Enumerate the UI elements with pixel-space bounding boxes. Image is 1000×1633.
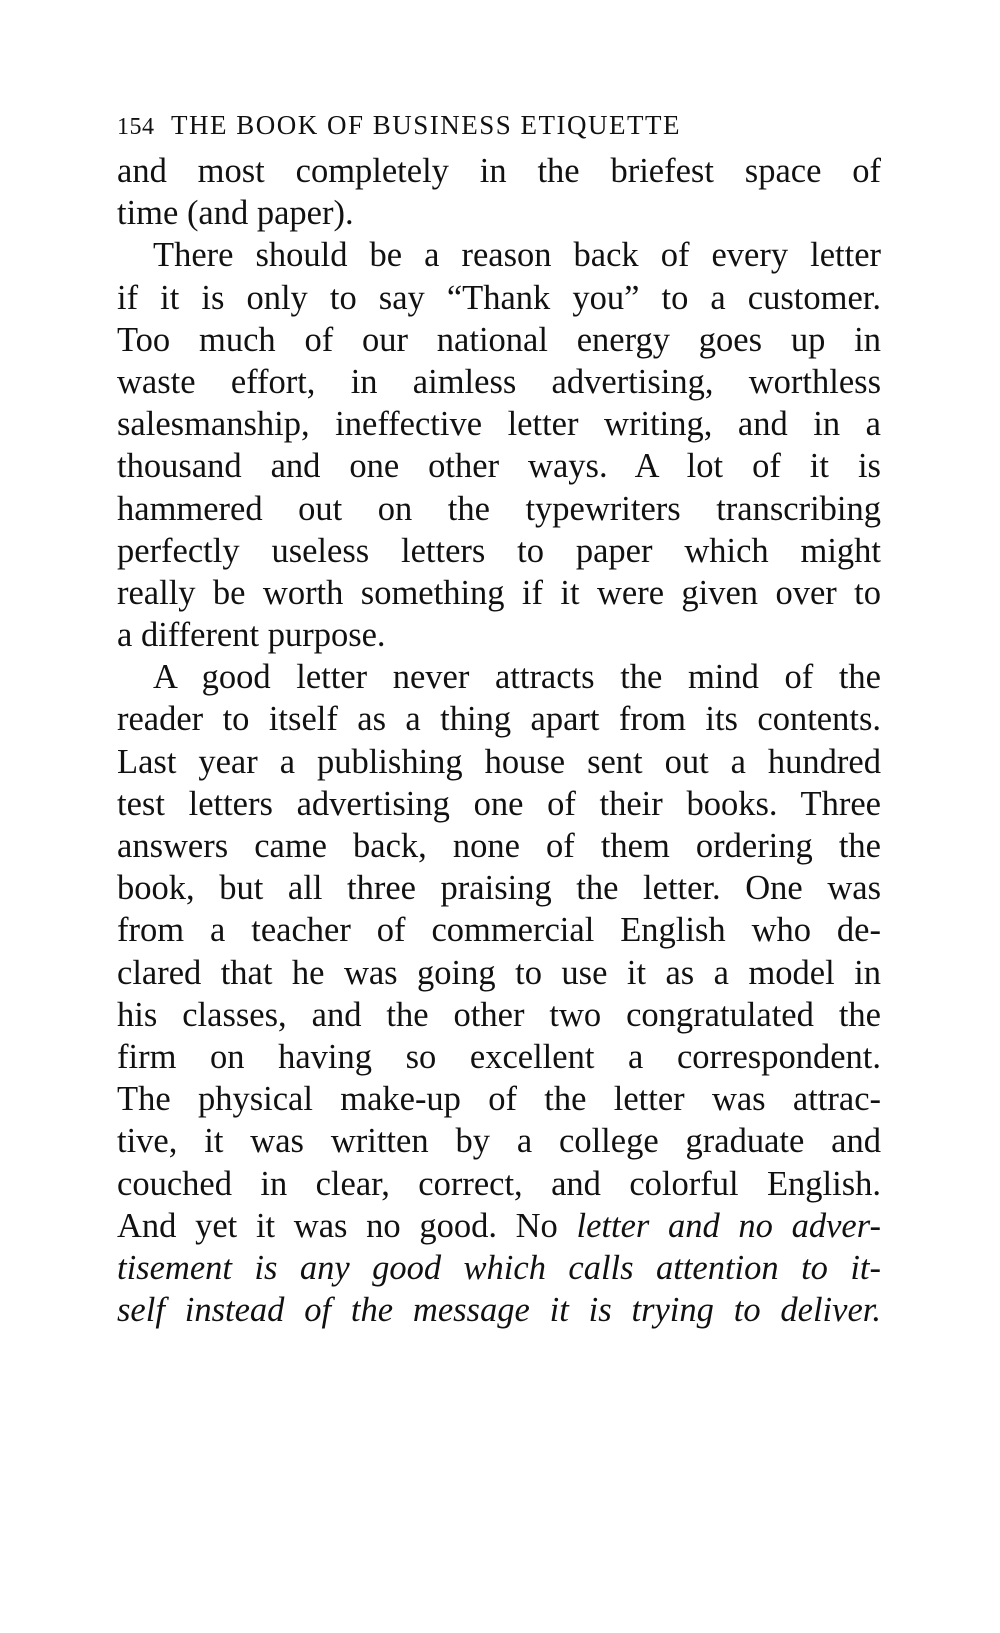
text-line: reader to itself as a thing apart from its contents. <box>117 700 881 739</box>
italic-text-line: self instead of the message it is trying to deliver. <box>117 1291 881 1330</box>
text-line: and most completely in the briefest space of <box>117 152 881 190</box>
text-line: time (and paper). <box>117 194 354 233</box>
text-line: thousand and one other ways. A lot of it is <box>117 447 881 486</box>
text-line: tive, it was written by a college graduate and <box>117 1122 881 1161</box>
text-line: firm on having so excellent a correspondent. <box>117 1037 881 1076</box>
text-line: test letters advertising one of their books. Three <box>117 784 881 823</box>
text-line: waste effort, in aimless advertising, worthless <box>117 362 881 401</box>
text-line: couched in clear, correct, and colorful English. <box>117 1164 881 1203</box>
text-line: a different purpose. <box>117 616 386 655</box>
text-line: clared that he was going to use it as a model in <box>117 953 881 992</box>
text-line: his classes, and the other two congratulated the <box>117 995 881 1034</box>
mixed-text-line <box>117 1205 881 1247</box>
text-line: really be worth something if it were given over to <box>117 573 881 612</box>
paragraph-2 <box>117 234 881 656</box>
text-line: hammered out on the typewriters transcribing <box>117 489 881 528</box>
paragraph-3 <box>117 656 881 1331</box>
text-line: if it is only to say “Thank you” to a customer. <box>117 278 881 317</box>
roman-text: And yet it was no good. No <box>117 1206 577 1245</box>
text-line: Last year a publishing house sent out a hundred <box>117 742 881 781</box>
text-line: from a teacher of commercial English who de- <box>117 911 881 950</box>
text-line: There should be a reason back of every letter <box>153 236 881 275</box>
book-page <box>117 108 881 1331</box>
page-number: 154 <box>117 114 155 140</box>
text-line: salesmanship, ineffective letter writing, and in a <box>117 405 881 444</box>
running-title: THE BOOK OF BUSINESS ETIQUETTE <box>171 110 681 140</box>
text-line: perfectly useless letters to paper which might <box>117 531 881 570</box>
body-text <box>117 150 881 1331</box>
italic-emphasis: letter and no adver- <box>576 1206 881 1245</box>
paragraph-1 <box>117 150 881 234</box>
italic-text-line: tisement is any good which calls attention to it- <box>117 1248 881 1287</box>
text-line: book, but all three praising the letter. One was <box>117 869 881 908</box>
running-head <box>117 108 881 150</box>
text-line: Too much of our national energy goes up in <box>117 320 881 359</box>
text-line: answers came back, none of them ordering the <box>117 827 881 865</box>
text-line: A good letter never attracts the mind of the <box>153 658 881 697</box>
text-line: The physical make-up of the letter was attrac- <box>117 1080 881 1119</box>
